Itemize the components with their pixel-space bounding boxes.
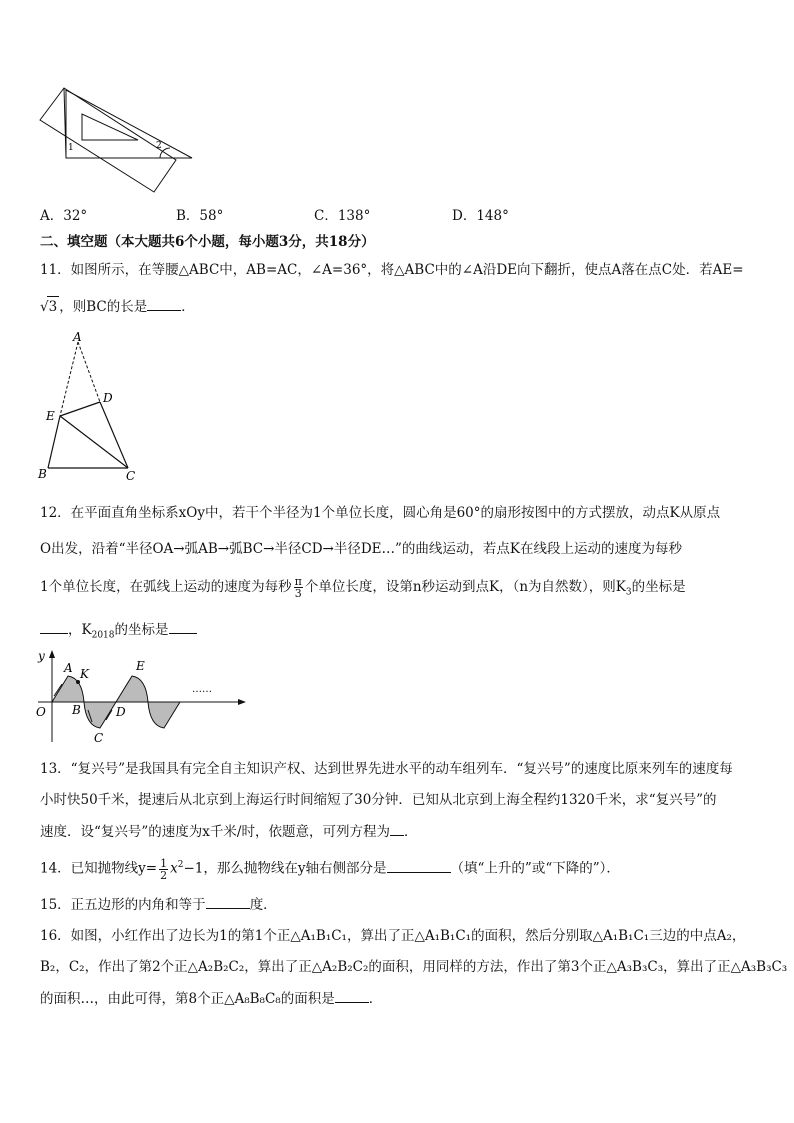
q13-line3-end: ． (403, 824, 418, 840)
q11-fold-ed (60, 402, 100, 416)
q14-text-c: −1，那么抛物线在y轴右侧部分是 (183, 860, 387, 877)
q13-line2: 小时快50千米，提速后从北京到上海运行时间缩短了30分钟．已知从北京到上海全程约1320千米，求“复兴号”的 (40, 792, 717, 808)
q16-answer-blank[interactable] (335, 988, 369, 1003)
q12-label-e: E (136, 659, 145, 673)
q11-radicand: 3 (47, 296, 60, 317)
q15-line (40, 894, 277, 915)
q14-frac-den: 2 (160, 868, 168, 882)
q12-line3-b: 个单位长度，设第n秒运动到点K，（n为自然数），则K (304, 579, 626, 595)
q11-line-ec (60, 416, 128, 468)
q14-fraction (159, 858, 168, 881)
q12-label-d: D (116, 705, 126, 719)
q12-line2: O出发，沿着“半径OA→弧AB→弧BC→半径CD→半径DE…”的曲线运动，若点K在线段上运动的速度为每秒 (40, 541, 683, 557)
q12-frac-num: π (294, 575, 302, 588)
q12-y-arrow (49, 650, 55, 658)
q11-label-a: A (73, 330, 82, 344)
q14-answer-blank[interactable] (387, 858, 451, 873)
q10-option-b: B．58° (176, 208, 224, 224)
q13-line3 (40, 821, 417, 842)
q12-label-k: K (80, 667, 89, 681)
q14-text-a: 14．已知抛物线y= (40, 860, 158, 877)
q16-line2: B₂，C₂，作出了第2个正△A₂B₂C₂，算出了正△A₂B₂C₂的面积，用同样的方法，作出了第3个正△A₃B₃C₃，算出了正△A₃B₃C₃ (40, 959, 788, 975)
q11-label-d: D (103, 391, 113, 405)
q11-side-eb (48, 416, 60, 468)
q11-line2 (40, 296, 195, 317)
q12-line3-sub: 3 (625, 587, 632, 598)
q12-label-c: C (94, 731, 104, 745)
q12-line3-a: 1个单位长度，在弧线上运动的速度为每秒 (40, 579, 292, 595)
q12-sector-3 (116, 676, 148, 702)
q14-frac-num: 1 (160, 856, 168, 870)
q15-answer-blank[interactable] (206, 894, 250, 909)
q16-line1: 16．如图，小红作出了边长为1的第1个正△A₁B₁C₁，算出了正△A₁B₁C₁的面积，然后分别取△A₁B₁C₁三边的中点A₂， (40, 928, 746, 944)
q12-label-o: O (36, 705, 46, 719)
q12-fraction (294, 576, 303, 599)
q13-line1: 13．“复兴号”是我国具有完全自主知识产权、达到世界先进水平的动车组列车．“复兴号”的速度比原来列车的速度每 (40, 761, 733, 777)
q10-option-d: D．148° (452, 208, 509, 224)
q10-label-2: 2 (156, 141, 162, 151)
q11-figure (36, 330, 146, 484)
q12-x-arrow (238, 699, 246, 705)
q11-line2-end: ． (181, 299, 195, 315)
q12-label-b: B (72, 703, 81, 717)
q14-sup: 2 (177, 860, 184, 870)
q14-text-b: x (170, 860, 178, 877)
q12-label-a: A (64, 661, 73, 675)
q11-label-b: B (38, 467, 47, 481)
q10-label-1: 1 (68, 143, 74, 153)
q12-answer-blank-2[interactable] (169, 619, 197, 634)
q11-side-ab-dashed (60, 342, 78, 416)
q12-line3-c: 的坐标是 (631, 579, 686, 595)
q16-line3 (40, 988, 382, 1009)
q12-label-y: y (38, 649, 45, 663)
q12-answer-blank-1[interactable] (40, 619, 68, 634)
q12-line1: 12．在平面直角坐标系xOy中，若干个半径为1个单位长度，圆心角是60°的扇形按图中的方式摆放，动点K从原点 (40, 505, 721, 521)
q11-line2-text: ，则BC的长是 (59, 299, 148, 315)
q11-label-c: C (126, 469, 136, 483)
q11-answer-blank[interactable] (147, 296, 181, 311)
q11-side-ad-dashed (78, 342, 100, 402)
q14-text-d: （填“上升的”或“下降的”）． (450, 860, 620, 877)
q12-sector-4 (148, 702, 180, 728)
q10-option-a: A．32° (40, 208, 88, 224)
q12-sector-2 (84, 702, 116, 728)
q13-answer-blank[interactable] (390, 821, 404, 836)
q13-line3-text: 速度．设“复兴号”的速度为x千米/时，依题意，可列方程为 (40, 824, 390, 840)
q12-line4-b: 的坐标是 (114, 622, 169, 638)
q16-line3-text: 的面积…，由此可得，第8个正△A₈B₈C₈的面积是 (40, 991, 335, 1007)
q15-text-a: 15．正五边形的内角和等于 (40, 897, 206, 913)
section-heading: 二、填空题（本大题共6个小题，每小题3分，共18分） (40, 234, 375, 250)
q12-label-dots: …… (192, 684, 212, 695)
q10-option-c: C．138° (314, 208, 371, 224)
q15-text-b: 度． (249, 897, 277, 913)
q11-side-dc (100, 402, 128, 468)
q10-figure (36, 82, 206, 200)
q12-line4-a: ，K (68, 622, 92, 638)
q12-line3 (40, 576, 686, 603)
q12-line4-sub: 2018 (91, 630, 115, 641)
q11-line1: 11．如图所示，在等腰△ABC中，AB=AC，∠A=36°，将△ABC中的∠A沿DE向下翻折，使点A落在点C处．若AE= (40, 262, 744, 278)
q12-frac-den: 3 (294, 587, 302, 600)
q14-line (40, 855, 620, 881)
q11-label-e: E (46, 409, 55, 423)
q12-figure (32, 648, 252, 748)
sqrt-sign: √ (40, 299, 49, 315)
q12-line4 (40, 619, 197, 646)
q16-line3-end: ． (368, 991, 383, 1007)
